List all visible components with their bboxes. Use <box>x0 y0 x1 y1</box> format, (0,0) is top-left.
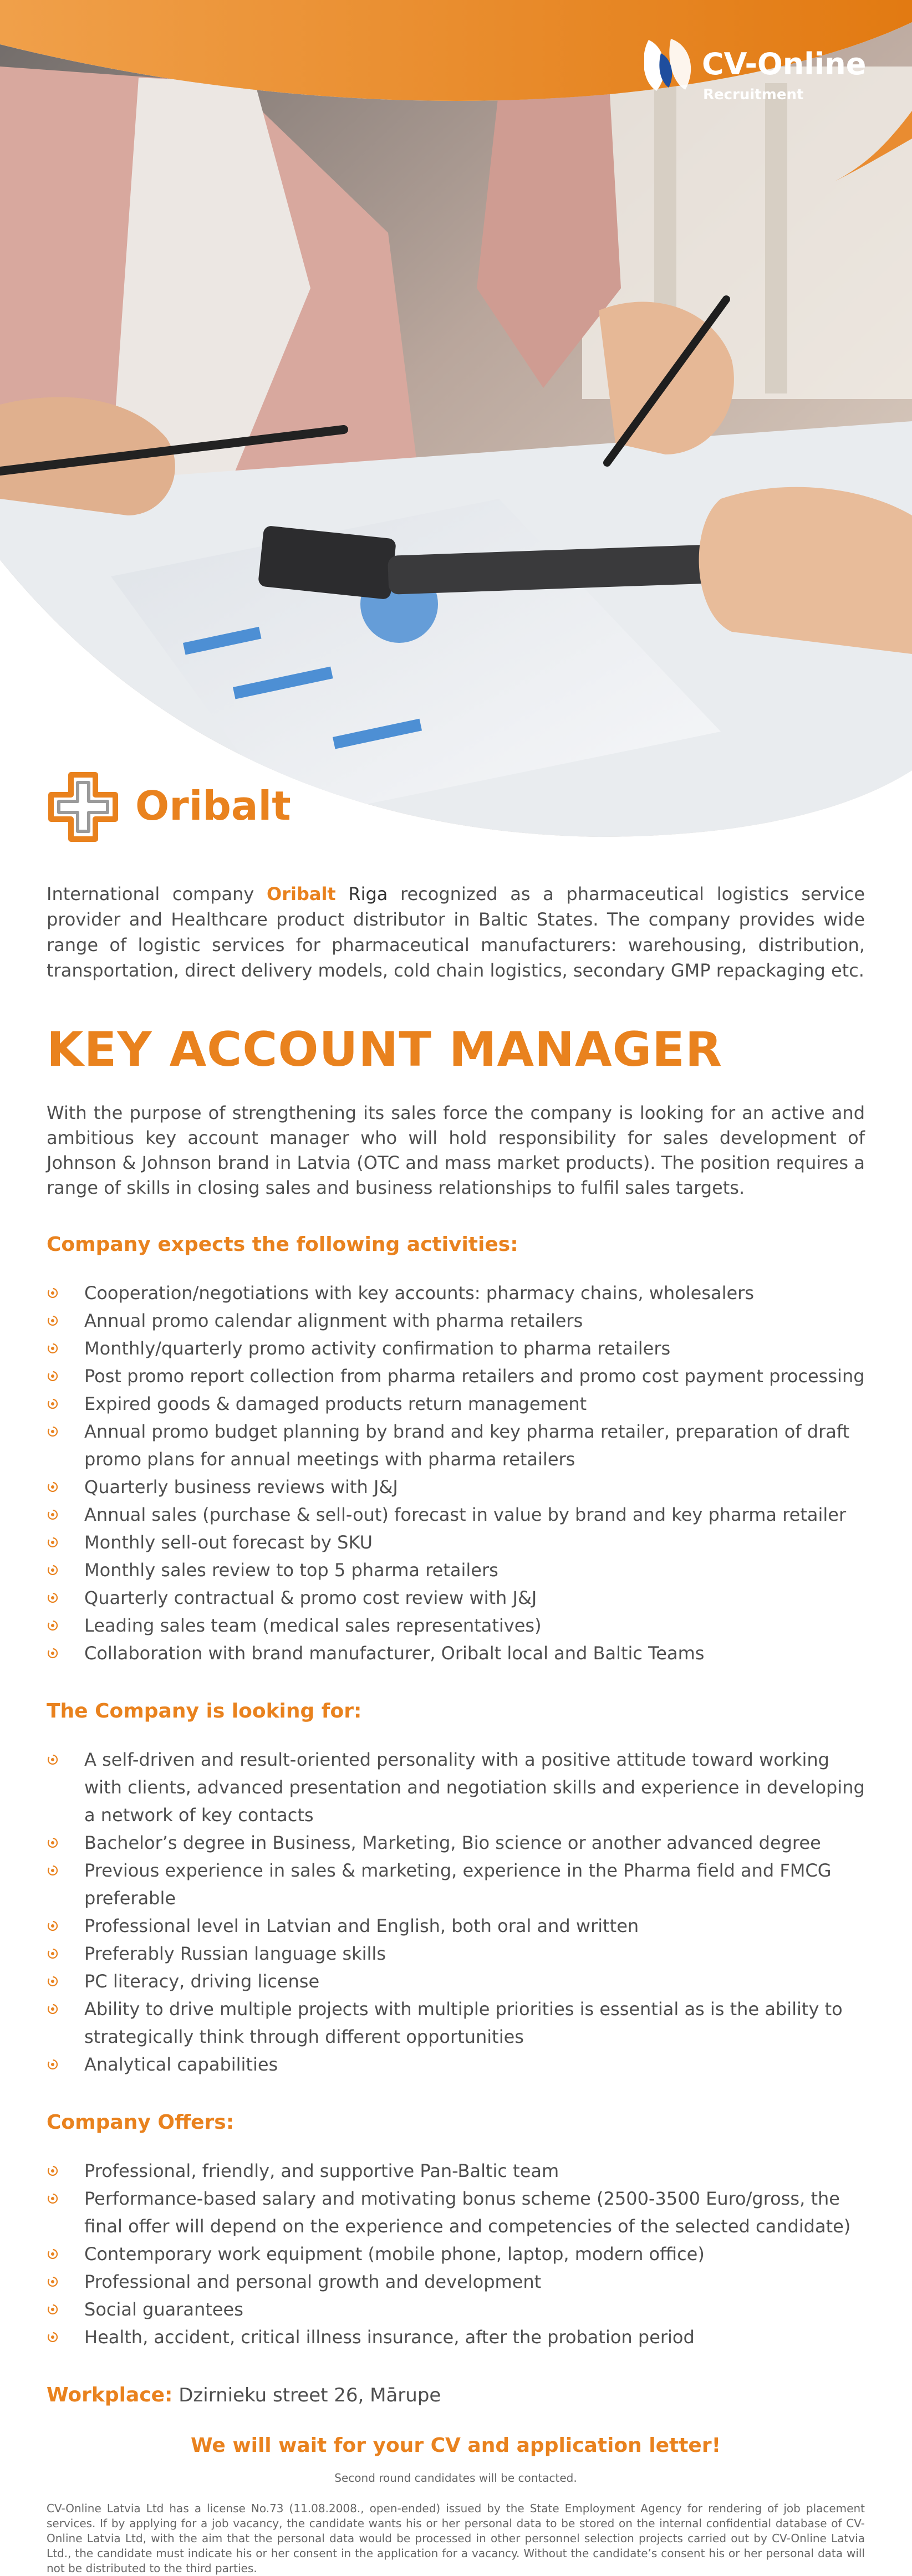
list-item <box>47 1501 865 1529</box>
list-item <box>47 1390 865 1418</box>
list-item-text: Post promo report collection from pharma retailers and promo cost payment processing <box>84 1366 865 1387</box>
bullet-icon <box>47 2003 59 2015</box>
workplace <box>47 2383 865 2408</box>
workplace-address: Dzirnieku street 26, Mārupe <box>172 2384 441 2406</box>
list-item <box>47 1556 865 1584</box>
list-item <box>47 1746 865 1829</box>
bullet-icon <box>47 1287 59 1299</box>
list-item-text: PC literacy, driving license <box>84 1971 320 1992</box>
oribalt-cross-icon <box>47 770 120 844</box>
list-item <box>47 2323 865 2351</box>
list-item-text: Ability to drive multiple projects with multiple priorities is essential as is the ability to strategically think through different opportunities <box>84 1999 843 2047</box>
list-item-text: Monthly sales review to top 5 pharma retailers <box>84 1560 498 1581</box>
cv-online-brand: CV-Online <box>702 47 867 81</box>
bullet-icon <box>47 1948 59 1960</box>
list-item <box>47 1279 865 1307</box>
list-item <box>47 1335 865 1362</box>
list-item-text: Cooperation/negotiations with key accounts: pharmacy chains, wholesalers <box>84 1282 754 1304</box>
workplace-label: Workplace: <box>47 2384 173 2406</box>
bullet-icon <box>47 1509 59 1521</box>
bullet-icon <box>47 1837 59 1849</box>
list-item-text: Health, accident, critical illness insurance, after the probation period <box>84 2327 695 2348</box>
list-item <box>47 1857 865 1912</box>
list-item-text: Annual promo budget planning by brand and key pharma retailer, preparation of draft promo plans for annual meetings with pharma retailers <box>84 1421 850 1470</box>
list-item <box>47 2268 865 2296</box>
intro-text-2: recognized as a pharmaceutical logistics service provider and Healthcare product distributor in Baltic States. The company provides wide range of logistic services for pharmaceutical manufacturers: warehousing, distribution, transportation, direct delivery models, cold chain logistics, secondary GMP repackaging etc. <box>47 883 865 981</box>
activities-list <box>47 1279 865 1667</box>
second-round-note: Second round candidates will be contacted. <box>334 2471 577 2485</box>
list-item <box>47 1529 865 1556</box>
bullet-icon <box>47 1370 59 1382</box>
bullet-icon <box>47 2058 59 2071</box>
list-item <box>47 2051 865 2078</box>
list-item-text: Monthly/quarterly promo activity confirmation to pharma retailers <box>84 1338 671 1359</box>
hero-banner <box>0 0 912 853</box>
activities-heading: Company expects the following activities: <box>47 1233 518 1256</box>
bullet-icon <box>47 1975 59 1987</box>
bullet-icon <box>47 1564 59 1576</box>
job-title: KEY ACCOUNT MANAGER <box>47 1022 723 1077</box>
list-item-text: Bachelor’s degree in Business, Marketing, Bio science or another advanced degree <box>84 1832 821 1853</box>
list-item <box>47 1473 865 1501</box>
list-item <box>47 1995 865 2051</box>
job-lead: With the purpose of strengthening its sales force the company is looking for an active and ambitious key account manager who will hold responsibility for sales development of Johnson & Johnson brand in Latvia (OTC and mass market products). The position requires a range of skills in closing sales and business relationships to fulfil sales targets. <box>47 1102 865 1198</box>
list-item <box>47 2185 865 2240</box>
list-item-text: Professional, friendly, and supportive Pan-Baltic team <box>84 2160 559 2181</box>
intro-company-name: Oribalt <box>266 883 336 904</box>
bullet-icon <box>47 1619 59 1632</box>
list-item-text: Expired goods & damaged products return management <box>84 1393 587 1414</box>
cv-online-icon <box>644 37 697 94</box>
list-item <box>47 2296 865 2323</box>
offers-heading: Company Offers: <box>47 2111 235 2134</box>
list-item <box>47 1912 865 1940</box>
intro-city: Riga <box>335 883 388 904</box>
list-item-text: Leading sales team (medical sales representatives) <box>84 1615 542 1636</box>
oribalt-logo <box>47 770 335 848</box>
list-item-text: A self-driven and result-oriented personality with a positive attitude toward working with clients, advanced presentation and negotiation skills and experience in developing a network of key contacts <box>84 1749 865 1826</box>
bullet-icon <box>47 1315 59 1327</box>
bullet-icon <box>47 2303 59 2316</box>
offers-list <box>47 2157 865 2351</box>
list-item <box>47 1829 865 1857</box>
call-to-action: We will wait for your CV and application letter! <box>190 2434 721 2457</box>
list-item-text: Preferably Russian language skills <box>84 1943 386 1964</box>
list-item <box>47 1307 865 1335</box>
bullet-icon <box>47 2192 59 2205</box>
list-item <box>47 1612 865 1639</box>
intro-text-1: International company <box>47 883 267 904</box>
bullet-icon <box>47 1754 59 1766</box>
list-item <box>47 1967 865 1995</box>
bullet-icon <box>47 1536 59 1548</box>
list-item <box>47 1940 865 1967</box>
bullet-icon <box>47 1481 59 1493</box>
bullet-icon <box>47 2165 59 2177</box>
job-ad-body <box>47 881 865 2576</box>
list-item-text: Performance-based salary and motivating bonus scheme (2500-3500 Euro/gross, the final offer will depend on the experience and competencies of the selected candidate) <box>84 2188 851 2237</box>
bullet-icon <box>47 2248 59 2260</box>
list-item <box>47 1362 865 1390</box>
bullet-icon <box>47 2331 59 2343</box>
list-item-text: Analytical capabilities <box>84 2054 278 2075</box>
cv-online-logo <box>644 32 877 110</box>
hero-photo <box>0 0 912 853</box>
oribalt-wordmark: Oribalt <box>135 783 291 829</box>
bullet-icon <box>47 1398 59 1410</box>
bullet-icon <box>47 1592 59 1604</box>
list-item-text: Professional level in Latvian and English, both oral and written <box>84 1915 639 1936</box>
requirements-list <box>47 1746 865 2078</box>
list-item <box>47 1639 865 1667</box>
bullet-icon <box>47 1864 59 1877</box>
list-item-text: Quarterly contractual & promo cost review with J&J <box>84 1587 537 1608</box>
list-item-text: Professional and personal growth and development <box>84 2271 542 2292</box>
bullet-icon <box>47 2276 59 2288</box>
list-item-text: Contemporary work equipment (mobile phone, laptop, modern office) <box>84 2243 705 2265</box>
list-item-text: Annual sales (purchase & sell-out) forecast in value by brand and key pharma retailer <box>84 1504 847 1525</box>
list-item <box>47 1418 865 1473</box>
list-item <box>47 2240 865 2268</box>
list-item-text: Previous experience in sales & marketing, experience in the Pharma field and FMCG preferable <box>84 1860 832 1909</box>
bullet-icon <box>47 1342 59 1355</box>
list-item-text: Annual promo calendar alignment with pharma retailers <box>84 1310 583 1331</box>
list-item-text: Quarterly business reviews with J&J <box>84 1476 398 1497</box>
bullet-icon <box>47 1920 59 1932</box>
list-item <box>47 2157 865 2185</box>
list-item <box>47 1584 865 1612</box>
bullet-icon <box>47 1647 59 1659</box>
list-item-text: Social guarantees <box>84 2299 243 2320</box>
requirements-heading: The Company is looking for: <box>47 1700 362 1723</box>
list-item-text: Collaboration with brand manufacturer, Oribalt local and Baltic Teams <box>84 1643 705 1664</box>
bullet-icon <box>47 1425 59 1438</box>
legal-disclaimer: CV-Online Latvia Ltd has a license No.73 (11.08.2008., open-ended) issued by the State Employment Agency for rendering of job placement services. If by applying for a job vacancy, the candidate wants his or her personal data to be stored on the internal confidential database of CV-Online Latvia Ltd, with the aim that the personal data would be processed in other personnel selection projects carried out by CV-Online Latvia Ltd., the candidate must indicate his or her consent in the application for a vacancy. Without the candidate’s consent his or her personal data will not be distributed to the third parties. <box>47 2502 865 2575</box>
cv-online-subtitle: Recruitment <box>703 86 804 103</box>
list-item-text: Monthly sell-out forecast by SKU <box>84 1532 373 1553</box>
company-intro <box>47 881 865 983</box>
